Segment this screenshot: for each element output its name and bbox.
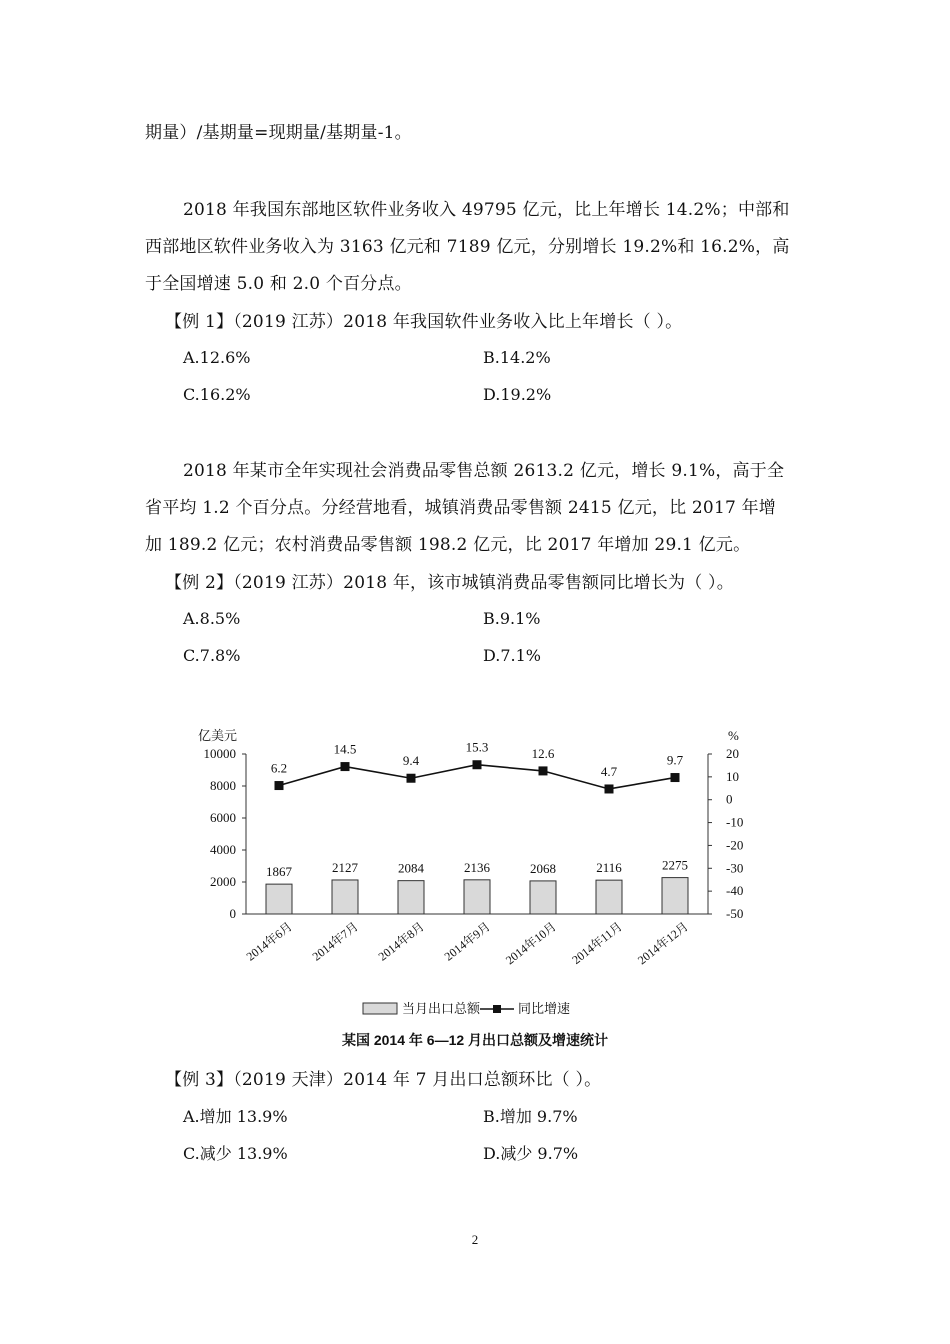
x-tick-label: 2014年12月 <box>634 919 691 968</box>
right-tick-label: -10 <box>726 814 744 830</box>
bar-value-label: 2084 <box>398 860 424 876</box>
x-tick-label: 2014年8月 <box>375 919 427 964</box>
legend-bar-label: 当月出口总额 <box>402 1001 481 1016</box>
line-value-label: 9.7 <box>666 752 684 768</box>
page-number: 2 <box>471 1232 479 1247</box>
legend-bar-swatch <box>363 1003 397 1014</box>
x-tick-label: 2014年11月 <box>569 919 625 968</box>
right-tick-label: 10 <box>726 768 739 784</box>
line-value-label: 15.3 <box>465 739 489 755</box>
bar-value-label: 2136 <box>464 859 490 875</box>
bar-value-label: 1867 <box>266 864 292 880</box>
passage2-line-1: 2018 年某市全年实现社会消费品零售总额 2613.2 亿元，增长 9.1%，高于全 <box>183 461 785 481</box>
example3-option-b: B.增加 9.7% <box>483 1107 578 1126</box>
bar <box>530 881 556 914</box>
export-chart <box>180 718 780 1028</box>
passage2-line-3: 加 189.2 亿元；农村消费品零售额 198.2 亿元，比 2017 年增加 29.1 亿元。 <box>145 535 751 555</box>
line-point <box>473 760 482 769</box>
passage1-line-1: 2018 年我国东部地区软件业务收入 49795 亿元，比上年增长 14.2%；中部和 <box>183 200 790 220</box>
left-tick-label: 2000 <box>210 874 236 889</box>
example3-option-c: C.减少 13.9% <box>183 1144 288 1163</box>
x-tick-label: 2014年9月 <box>441 919 493 964</box>
bar-value-label: 2116 <box>596 860 622 876</box>
left-tick-label: 0 <box>229 906 236 921</box>
example1-option-d: D.19.2% <box>483 385 552 404</box>
left-tick-label: 10000 <box>203 746 236 761</box>
example2-option-a: A.8.5% <box>183 609 241 628</box>
right-tick-label: 0 <box>726 791 733 807</box>
passage1-line-3: 于全国增速 5.0 和 2.0 个百分点。 <box>145 274 412 294</box>
example3-option-d: D.减少 9.7% <box>483 1144 579 1163</box>
bar <box>332 880 358 914</box>
left-tick-label: 8000 <box>210 778 236 793</box>
line-point <box>605 784 614 793</box>
legend-line-marker <box>493 1005 501 1013</box>
line-value-label: 4.7 <box>600 763 618 779</box>
line-point <box>539 766 548 775</box>
line-point <box>341 762 350 771</box>
passage2-line-2: 省平均 1.2 个百分点。分经营地看，城镇消费品零售额 2415 亿元，比 2017 年增 <box>145 498 776 518</box>
x-tick-label: 2014年7月 <box>309 919 361 964</box>
line-value-label: 14.5 <box>333 741 357 757</box>
example1-question: 【例 1】（2019 江苏）2018 年我国软件业务收入比上年增长（ ）。 <box>165 312 683 332</box>
bar-value-label: 2275 <box>662 857 688 873</box>
x-tick-label: 2014年6月 <box>243 919 295 964</box>
left-tick-label: 6000 <box>210 810 236 825</box>
bar <box>596 880 622 914</box>
example2-option-d: D.7.1% <box>483 646 541 665</box>
right-tick-label: -30 <box>726 860 744 876</box>
line-value-label: 6.2 <box>270 760 288 776</box>
example3-question: 【例 3】（2019 天津）2014 年 7 月出口总额环比（ ）。 <box>165 1070 602 1090</box>
example1-option-b: B.14.2% <box>483 348 551 367</box>
right-tick-label: -20 <box>726 837 744 853</box>
right-tick-label: 20 <box>726 746 739 761</box>
formula-text: 期量）/基期量=现期量/基期量-1。 <box>145 123 412 143</box>
x-tick-label: 2014年10月 <box>502 919 559 968</box>
example3-option-a: A.增加 13.9% <box>183 1107 288 1126</box>
bar <box>662 878 688 914</box>
right-tick-label: -50 <box>726 906 744 921</box>
right-axis-unit: % <box>728 728 739 743</box>
line-point <box>671 773 680 782</box>
bar <box>266 884 292 914</box>
left-tick-label: 4000 <box>210 842 236 857</box>
right-tick-label: -40 <box>726 883 744 899</box>
bar-value-label: 2068 <box>530 860 556 876</box>
left-axis-unit: 亿美元 <box>198 728 238 743</box>
example2-option-c: C.7.8% <box>183 646 241 665</box>
bar <box>464 880 490 914</box>
example2-option-b: B.9.1% <box>483 609 541 628</box>
example1-option-a: A.12.6% <box>183 348 251 367</box>
bar-value-label: 2127 <box>332 859 358 875</box>
legend-line-label: 同比增速 <box>518 1001 571 1016</box>
line-point <box>407 774 416 783</box>
bar <box>398 881 424 914</box>
example1-option-c: C.16.2% <box>183 385 251 404</box>
line-value-label: 12.6 <box>531 745 555 761</box>
example2-question: 【例 2】（2019 江苏）2018 年，该市城镇消费品零售额同比增长为（ ）。 <box>165 573 734 593</box>
chart-title: 某国 2014 年 6—12 月出口总额及增速统计 <box>341 1032 609 1048</box>
line-point <box>275 781 284 790</box>
passage1-line-2: 西部地区软件业务收入为 3163 亿元和 7189 亿元，分别增长 19.2%和 16.2%，高 <box>145 237 790 257</box>
line-value-label: 9.4 <box>402 753 420 769</box>
